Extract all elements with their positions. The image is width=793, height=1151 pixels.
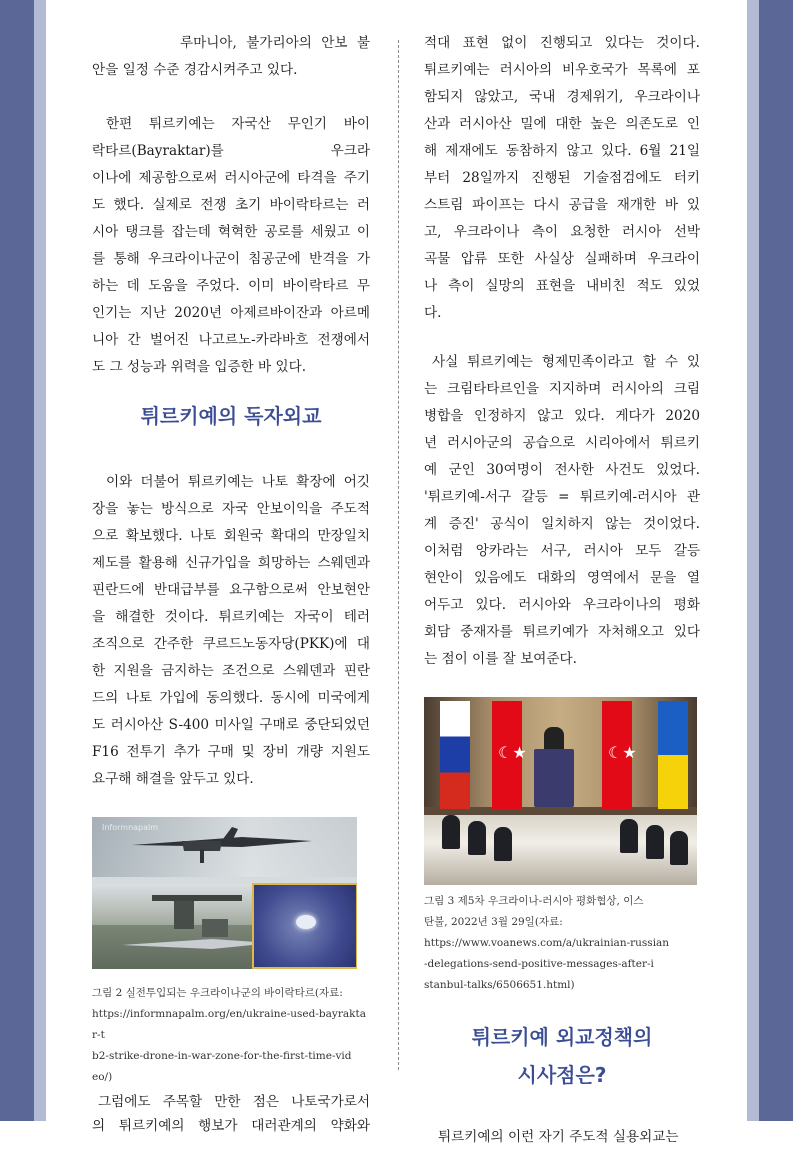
text-line: 락타르(Bayraktar)를 우크라 <box>92 143 370 159</box>
delegate-figure <box>442 815 460 849</box>
text-line: 는 점이 이를 잘 보여준다. <box>424 651 577 667</box>
text-line: 제도를 활용해 신규가입을 희망하는 스웨덴과 <box>92 555 370 571</box>
delegate-figure <box>670 831 688 865</box>
text-line: 도 러시아산 S-400 미사일 구매로 중단되었던 <box>92 717 370 733</box>
drone-target-inset <box>252 883 357 969</box>
text-line: 안을 일정 수준 경감시켜주고 있다. <box>92 62 298 78</box>
text-line: F16 전투기 추가 구매 및 장비 개량 지원도 <box>92 744 370 760</box>
paragraph <box>92 469 370 793</box>
text-line: 고, 우크라이나 측이 요청한 러시아 선박 <box>424 224 700 240</box>
text-line: 는 크림타타르인을 지지하며 러시아의 크림 <box>424 381 700 397</box>
turkey-flag-icon: ☾★ <box>492 701 522 809</box>
podium <box>534 749 574 807</box>
text-line: 해 제재에도 동참하지 않고 있다. 6월 21일 <box>424 143 700 159</box>
text-line: 으로 확보했다. 나토 회원국 확대의 만장일치 <box>92 528 370 544</box>
text-line: 그럼에도 주목할 만한 점은 나토국가로서 <box>98 1094 370 1110</box>
text-line: 스트림 파이프는 다시 공급을 재개한 바 있 <box>424 197 700 213</box>
paragraph <box>92 57 370 84</box>
text-line: 한편 튀르키예는 자국산 무인기 바이 <box>106 116 370 132</box>
paragraph <box>92 30 370 57</box>
caption-line: -delegations-send-positive-messages-after-i <box>424 958 654 970</box>
text-line: 도 했다. 실제로 전쟁 초기 바이락타르는 러 <box>92 197 370 213</box>
text-line: 년 러시아군의 공습으로 시리아에서 튀르키 <box>424 435 700 451</box>
text-line: '튀르키예-서구 갈등 = 튀르키예-러시아 관 <box>424 489 700 505</box>
caption-line: 탄불, 2022년 3월 29일(자료: <box>424 916 563 928</box>
peace-talks-photo <box>424 697 697 885</box>
text-line: 장을 놓는 방식으로 자국 안보이익을 주도적 <box>92 501 370 517</box>
text-line: 튀르키예의 이런 자기 주도적 실용외교는 <box>438 1129 679 1145</box>
left-decorative-stripe <box>34 0 46 1121</box>
text-line: 도 그 성능과 위력을 입증한 바 있다. <box>92 359 307 375</box>
text-line: 를 통해 우크라이나군이 침공군에 반격을 가 <box>92 251 370 267</box>
text-line: 나 측이 실망의 표현을 내비친 적도 있었 <box>424 278 700 294</box>
text-line: 현안이 있음에도 대화의 영역에서 문을 열 <box>424 570 700 586</box>
caption-line: stanbul-talks/6506651.html) <box>424 979 575 991</box>
text-line: 드의 나토 가입에 동의했다. 동시에 미국에게 <box>92 690 370 706</box>
section-heading <box>424 1018 700 1094</box>
text-line: 핀란드에 반대급부를 요구함으로써 안보현안 <box>92 582 370 598</box>
text-line: 예 군인 30여명이 전사한 사건도 있었다. <box>424 462 700 478</box>
turkey-flag-icon: ☾★ <box>602 701 632 809</box>
left-column <box>92 30 370 1138</box>
text-line: 곡물 압류 또한 사실상 실패하며 우크라이 <box>424 251 700 267</box>
text-line: 회담 중재자를 튀르키예가 자처해오고 있다 <box>424 624 700 640</box>
right-decorative-stripe <box>747 0 759 1121</box>
photo-watermark: Informnapalm <box>102 823 159 832</box>
text-line: 이와 더불어 튀르키예는 나토 확장에 어깃 <box>106 474 370 490</box>
heading-line: 튀르키예 외교정책의 <box>471 1025 653 1049</box>
ukraine-flag-icon <box>658 701 688 809</box>
text-line: 하는 데 도움을 주었다. 이미 바이락타르 무 <box>92 278 370 294</box>
text-line: 튀르키예는 러시아의 비우호국가 목록에 포 <box>424 62 700 78</box>
column-divider <box>398 40 399 1070</box>
right-decorative-band <box>759 0 793 1121</box>
text-line: 적대 표현 없이 진행되고 있다는 것이다. <box>424 35 700 51</box>
text-line: 함되지 않았고, 국내 경제위기, 우크라이나 <box>424 89 700 105</box>
text-line: 루마니아, 불가리아의 안보 불 <box>180 35 370 51</box>
text-line: 조직으로 간주한 쿠르드노동자당(PKK)에 대 <box>92 636 370 652</box>
text-line: 산과 러시아산 밀에 대한 높은 의존도로 인 <box>424 116 700 132</box>
delegate-figure <box>620 819 638 853</box>
text-line: 병합을 인정하지 않고 있다. 게다가 2020 <box>424 408 700 424</box>
right-column <box>424 30 700 1151</box>
caption-line: 그림 2 실전투입되는 우크라이나군의 바이락타르(자료: <box>92 987 343 999</box>
paragraph <box>424 30 700 327</box>
heading-line: 시사점은? <box>517 1063 607 1087</box>
text-line: 부터 28일까지 진행된 기술점검에도 터키 <box>424 170 700 186</box>
left-decorative-band <box>0 0 34 1121</box>
text-line: 계 증진' 공식이 일치하지 않는 것이었다. <box>424 516 700 532</box>
text-line: 사실 튀르키예는 형제민족이라고 할 수 있 <box>432 354 700 370</box>
caption-line: https://informnapalm.org/en/ukraine-used-bayraktar-t <box>92 1008 366 1041</box>
paragraph <box>92 1090 370 1138</box>
figure-caption <box>92 983 370 1088</box>
delegate-figure <box>494 827 512 861</box>
text-line: 인기는 지난 2020년 아제르바이잔과 아르메 <box>92 305 370 321</box>
figure-caption <box>424 891 700 996</box>
caption-line: 그림 3 제5차 우크라이나-러시아 평화협상, 이스 <box>424 895 644 907</box>
delegate-figure <box>646 825 664 859</box>
text-line: 시아 탱크를 잡는데 혁혁한 공로를 세웠고 이 <box>92 224 370 240</box>
caption-line: b2-strike-drone-in-war-zone-for-the-first-time-vid <box>92 1050 352 1062</box>
text-line: 니아 간 벌어진 나고르노-카라바흐 전쟁에서 <box>92 332 370 348</box>
delegate-figure <box>468 821 486 855</box>
section-heading: 튀르키예의 독자외교 <box>140 404 322 428</box>
text-line: 한 지원을 금지하는 조건으로 스웨덴과 핀란 <box>92 663 370 679</box>
text-line: 을 해결한 것이다. 튀르키예는 자국이 테러 <box>92 609 370 625</box>
caption-line: https://www.voanews.com/a/ukrainian-russian <box>424 937 670 949</box>
text-line: 이나에 제공함으로써 러시아군에 타격을 주기 <box>92 170 370 186</box>
text-line: 이처럼 앙카라는 서구, 러시아 모두 갈등 <box>424 543 700 559</box>
explosion-flash <box>296 915 316 929</box>
text-line: 어두고 있다. 러시아와 우크라이나의 평화 <box>424 597 700 613</box>
paragraph <box>92 111 370 381</box>
russia-flag-icon <box>440 701 470 809</box>
text-line: 요구해 해결을 앞두고 있다. <box>92 771 254 787</box>
bayraktar-drone-photo <box>92 817 357 969</box>
caption-line: eo/) <box>92 1071 113 1083</box>
text-line: 의 튀르키예의 행보가 대러관계의 약화와 <box>92 1118 370 1134</box>
text-line: 다. <box>424 305 442 321</box>
paragraph <box>424 349 700 673</box>
paragraph <box>424 1124 700 1151</box>
